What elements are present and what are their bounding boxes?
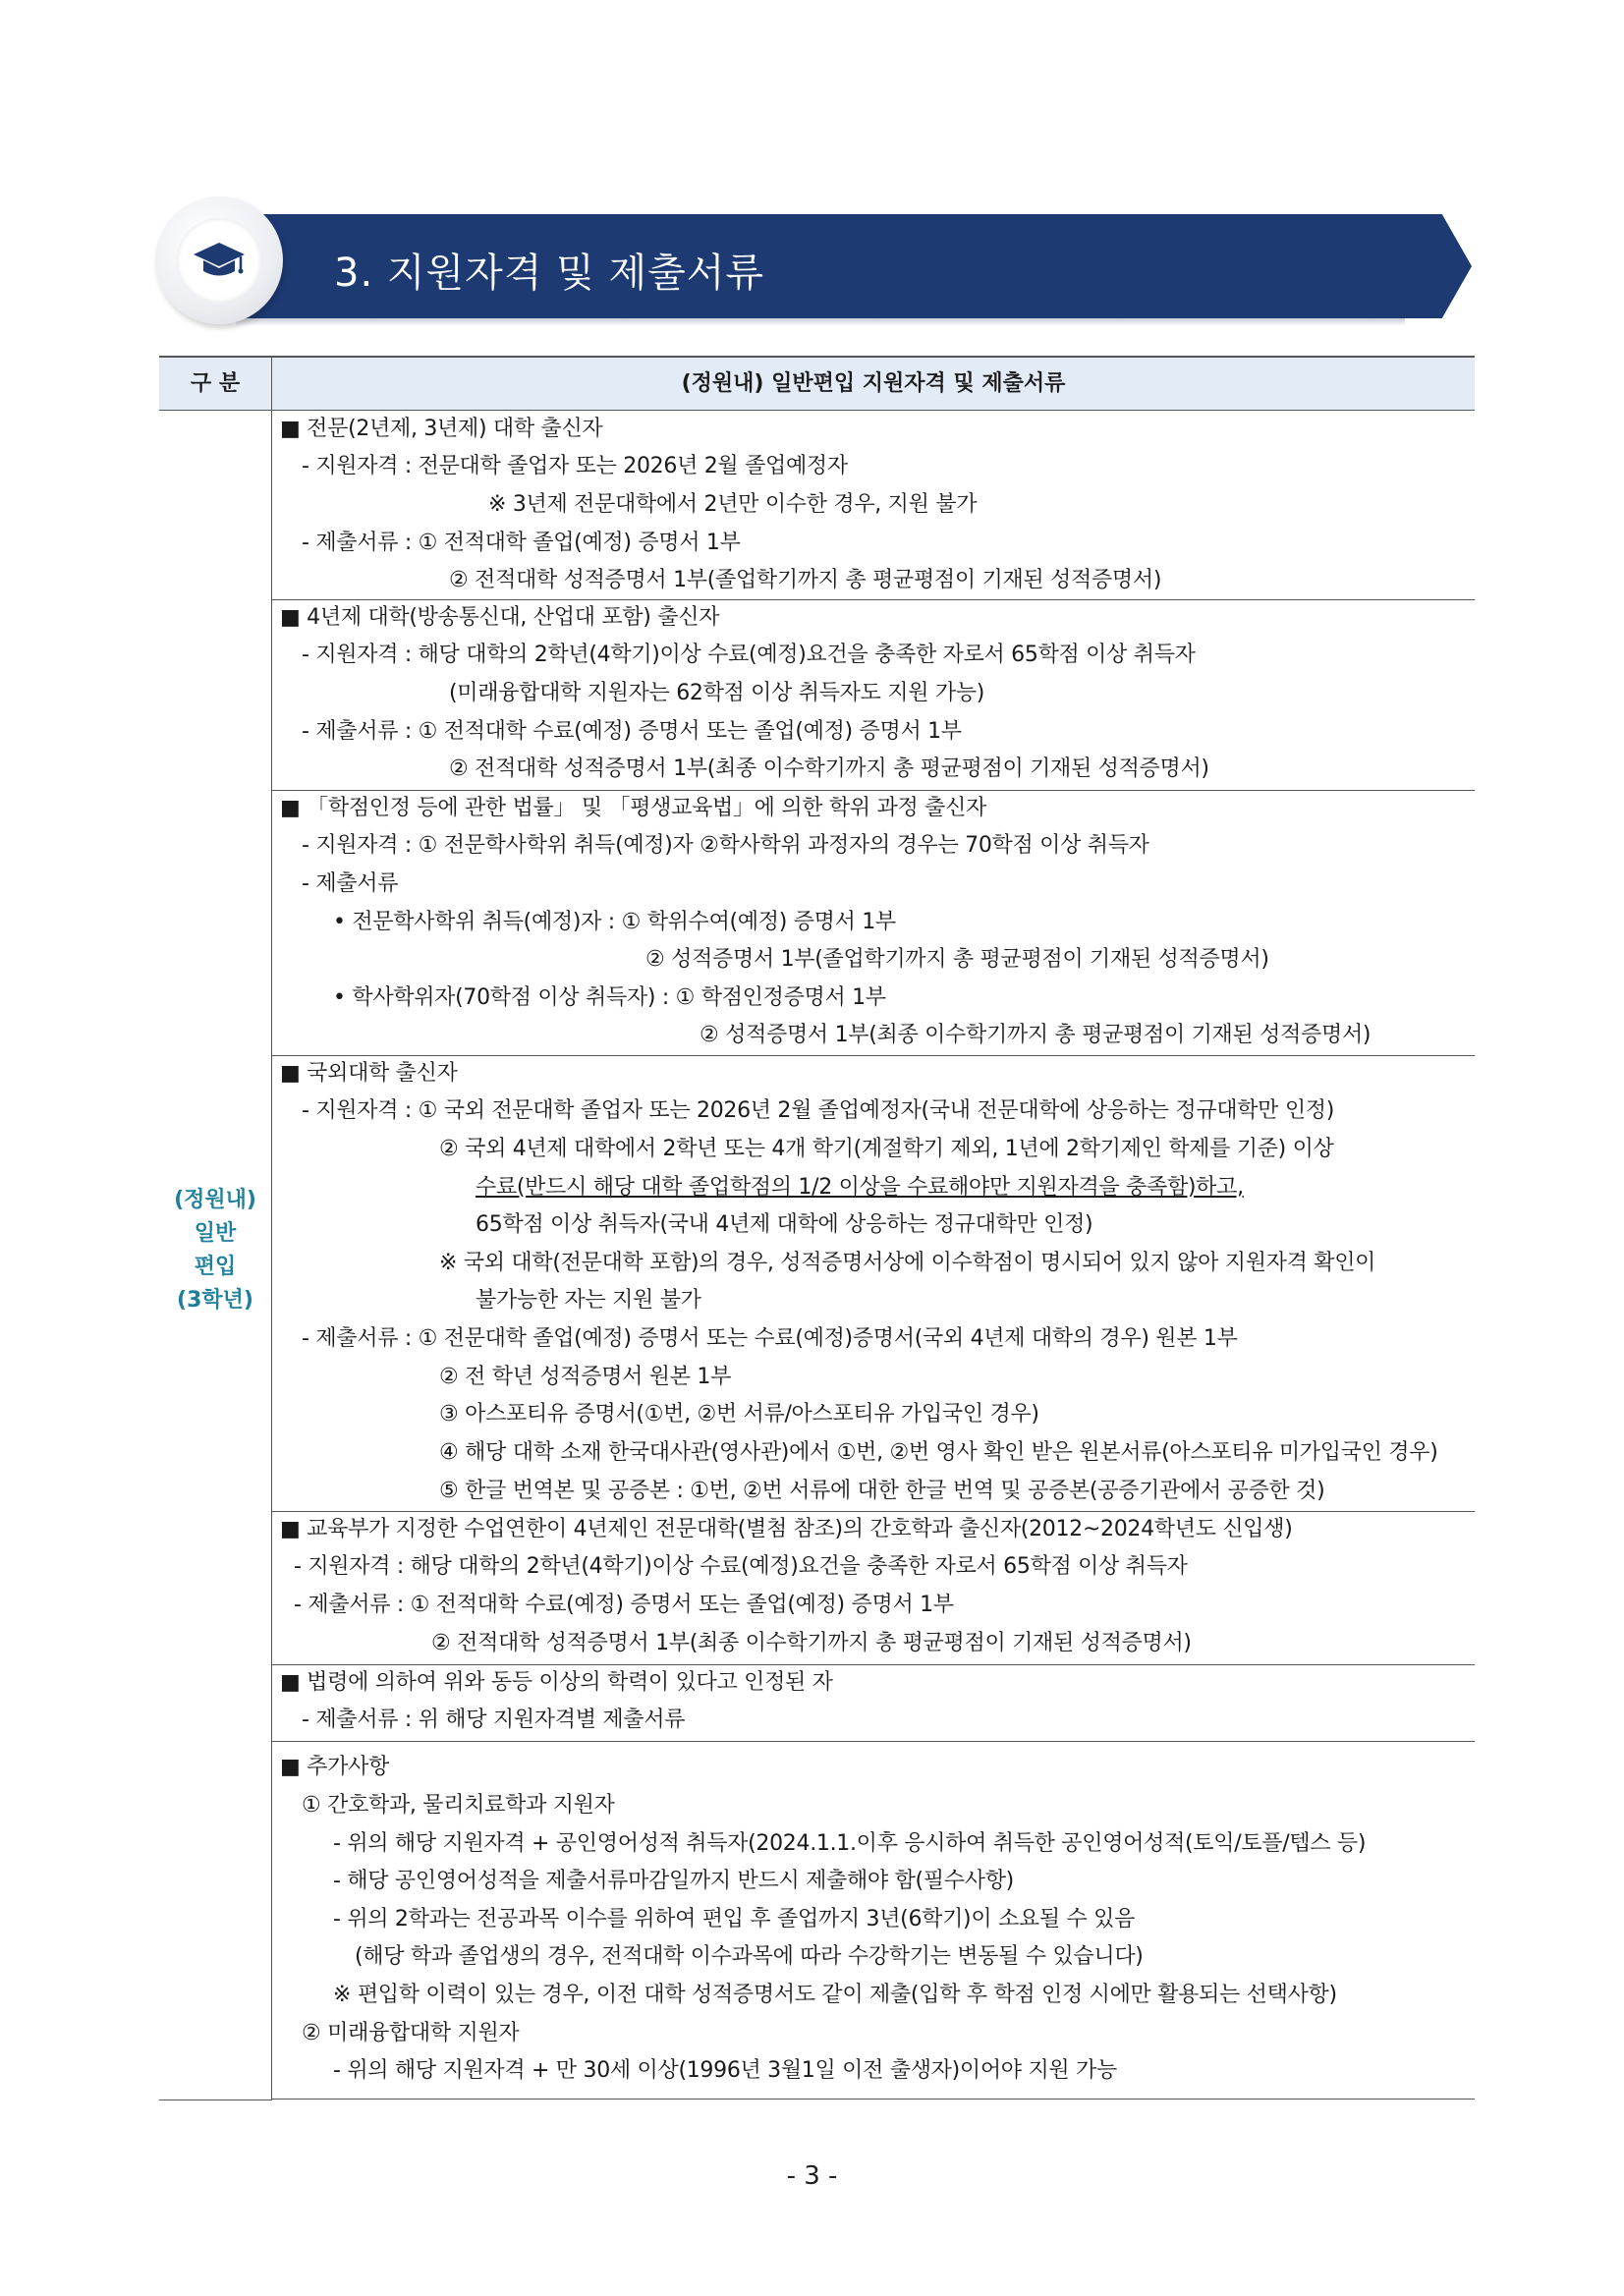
- category-line: 일반: [194, 1221, 237, 1246]
- graduation-cap-icon: [192, 239, 247, 282]
- list-item: ② 전적대학 성적증명서 1부(졸업학기까지 총 평균평점이 기재된 성적증명서): [449, 568, 1162, 592]
- list-item: ② 전 학년 성적증명서 원본 1부: [439, 1365, 732, 1389]
- list-item: ③ 아스포티유 증명서(①번, ②번 서류/아스포티유 가입국인 경우): [439, 1402, 1039, 1427]
- list-item: 불가능한 자는 지원 불가: [476, 1288, 701, 1313]
- category-line: 편입: [194, 1255, 237, 1279]
- list-item: ① 간호학과, 물리치료학과 지원자: [302, 1793, 615, 1818]
- section-four-year: [272, 599, 1475, 791]
- header-description: (정원내) 일반편입 지원자격 및 제출서류: [681, 371, 1066, 396]
- table-header: [159, 356, 1475, 411]
- section-heading: ■ 전문(2년제, 3년제) 대학 출신자: [280, 417, 603, 441]
- list-item: - 지원자격 : ① 전문학사학위 취득(예정)자 ②학사학위 과정자의 경우는 70학점 이상 취득자: [302, 833, 1149, 858]
- page-title: 3. 지원자격 및 제출서류: [334, 251, 765, 296]
- list-item: ② 국외 4년제 대학에서 2학년 또는 4개 학기(계절학기 제외, 1년에 2학기제인 학제를 기준) 이상: [439, 1137, 1334, 1161]
- list-item: ② 전적대학 성적증명서 1부(최종 이수학기까지 총 평균평점이 기재된 성적증명서): [431, 1631, 1192, 1655]
- section-nursing: [272, 1511, 1475, 1665]
- list-item: - 제출서류 : 위 해당 지원자격별 제출서류: [302, 1708, 686, 1732]
- section-overseas: [272, 1055, 1475, 1512]
- list-item: 수료(반드시 해당 대학 졸업학점의 1/2 이상을 수료해야만 지원자격을 충족함)하고,: [476, 1175, 1244, 1200]
- category-column: [159, 411, 272, 2100]
- list-item: - 제출서류 : ① 전적대학 수료(예정) 증명서 또는 졸업(예정) 증명서 1부: [302, 719, 962, 744]
- list-item: ② 성적증명서 1부(최종 이수학기까지 총 평균평점이 기재된 성적증명서): [700, 1023, 1372, 1047]
- list-item: - 제출서류 : ① 전문대학 졸업(예정) 증명서 또는 수료(예정)증명서(국외 4년제 대학의 경우) 원본 1부: [302, 1326, 1238, 1351]
- section-heading: ■ 법령에 의하여 위와 동등 이상의 학력이 있다고 인정된 자: [280, 1670, 833, 1695]
- header-category: 구 분: [159, 358, 272, 411]
- list-item: • 학사학위자(70학점 이상 취득자) : ① 학점인정증명서 1부: [333, 985, 886, 1010]
- list-item: - 지원자격 : 전문대학 졸업자 또는 2026년 2월 졸업예정자: [302, 454, 848, 478]
- category-line: (정원내): [174, 1188, 256, 1212]
- list-item: ④ 해당 대학 소재 한국대사관(영사관)에서 ①번, ②번 영사 확인 받은 원본서류(아스포티유 미가입국인 경우): [439, 1440, 1438, 1465]
- list-item: - 지원자격 : ① 국외 전문대학 졸업자 또는 2026년 2월 졸업예정자(국내 전문대학에 상응하는 정규대학만 인정): [302, 1098, 1335, 1123]
- section-heading: ■ 국외대학 출신자: [280, 1061, 458, 1086]
- badge-inner: [177, 218, 261, 303]
- banner-shadow: [236, 318, 1405, 326]
- list-item: - 제출서류 : ① 전적대학 졸업(예정) 증명서 1부: [302, 531, 741, 555]
- list-item: - 해당 공인영어성적을 제출서류마감일까지 반드시 제출해야 함(필수사항): [333, 1869, 1014, 1893]
- list-item: ② 미래융합대학 지원자: [302, 2021, 520, 2045]
- list-item: - 제출서류: [302, 871, 399, 896]
- list-item: - 제출서류 : ① 전적대학 수료(예정) 증명서 또는 졸업(예정) 증명서 1부: [294, 1593, 954, 1617]
- section-credit-bank: [272, 790, 1475, 1056]
- list-item: ※ 국외 대학(전문대학 포함)의 경우, 성적증명서상에 이수학점이 명시되어 있지 않아 지원자격 확인이: [439, 1251, 1376, 1275]
- section-heading: ■ 「학점인정 등에 관한 법률」 및 「평생교육법」에 의한 학위 과정 출신자: [280, 796, 986, 820]
- category-line: (3학년): [177, 1288, 253, 1313]
- list-item: ※ 편입학 이력이 있는 경우, 이전 대학 성적증명서도 같이 제출(입학 후 학점 인정 시에만 활용되는 선택사항): [333, 1983, 1337, 2007]
- list-item: - 지원자격 : 해당 대학의 2학년(4학기)이상 수료(예정)요건을 충족한 자로서 65학점 이상 취득자: [302, 643, 1196, 667]
- list-item: - 위의 2학과는 전공과목 이수를 위하여 편입 후 졸업까지 3년(6학기)이 소요될 수 있음: [333, 1907, 1136, 1932]
- list-item: - 위의 해당 지원자격 + 만 30세 이상(1996년 3월1일 이전 출생자)이어야 지원 가능: [333, 2058, 1117, 2083]
- list-item: - 지원자격 : 해당 대학의 2학년(4학기)이상 수료(예정)요건을 충족한 자로서 65학점 이상 취득자: [294, 1554, 1188, 1579]
- section-additional: [272, 1741, 1475, 2099]
- requirements-table: [159, 356, 1475, 2100]
- sections-column: [272, 411, 1475, 2100]
- list-item: (미래융합대학 지원자는 62학점 이상 취득자도 지원 가능): [449, 681, 985, 705]
- section-heading: ■ 추가사항: [280, 1755, 389, 1779]
- list-item: ⑤ 한글 번역본 및 공증본 : ①번, ②번 서류에 대한 한글 번역 및 공증본(공증기관에서 공증한 것): [439, 1479, 1325, 1503]
- list-item: ※ 3년제 전문대학에서 2년만 이수한 경우, 지원 불가: [488, 492, 978, 517]
- list-item: • 전문학사학위 취득(예정)자 : ① 학위수여(예정) 증명서 1부: [333, 910, 896, 934]
- list-item: ② 전적대학 성적증명서 1부(최종 이수학기까지 총 평균평점이 기재된 성적증명서): [449, 756, 1209, 781]
- list-item: ② 성적증명서 1부(졸업학기까지 총 평균평점이 기재된 성적증명서): [645, 947, 1269, 972]
- page-number: - 3 -: [786, 2161, 838, 2191]
- category-label: [159, 1184, 271, 1317]
- section-equivalent: [272, 1664, 1475, 1742]
- list-item: (해당 학과 졸업생의 경우, 전적대학 이수과목에 따라 수강학기는 변동될 수 있습니다): [355, 1944, 1144, 1969]
- banner-badge: [155, 196, 283, 324]
- section-junior-college: [272, 411, 1475, 600]
- list-item: 65학점 이상 취득자(국내 4년제 대학에 상응하는 정규대학만 인정): [476, 1212, 1093, 1237]
- list-item: - 위의 해당 지원자격 + 공인영어성적 취득자(2024.1.1.이후 응시하여 취득한 공인영어성적(토익/토플/텝스 등): [333, 1831, 1367, 1856]
- section-heading: ■ 교육부가 지정한 수업연한이 4년제인 전문대학(별첨 참조)의 간호학과 출신자(2012~2024학년도 신입생): [280, 1517, 1293, 1541]
- section-heading: ■ 4년제 대학(방송통신대, 산업대 포함) 출신자: [280, 605, 720, 630]
